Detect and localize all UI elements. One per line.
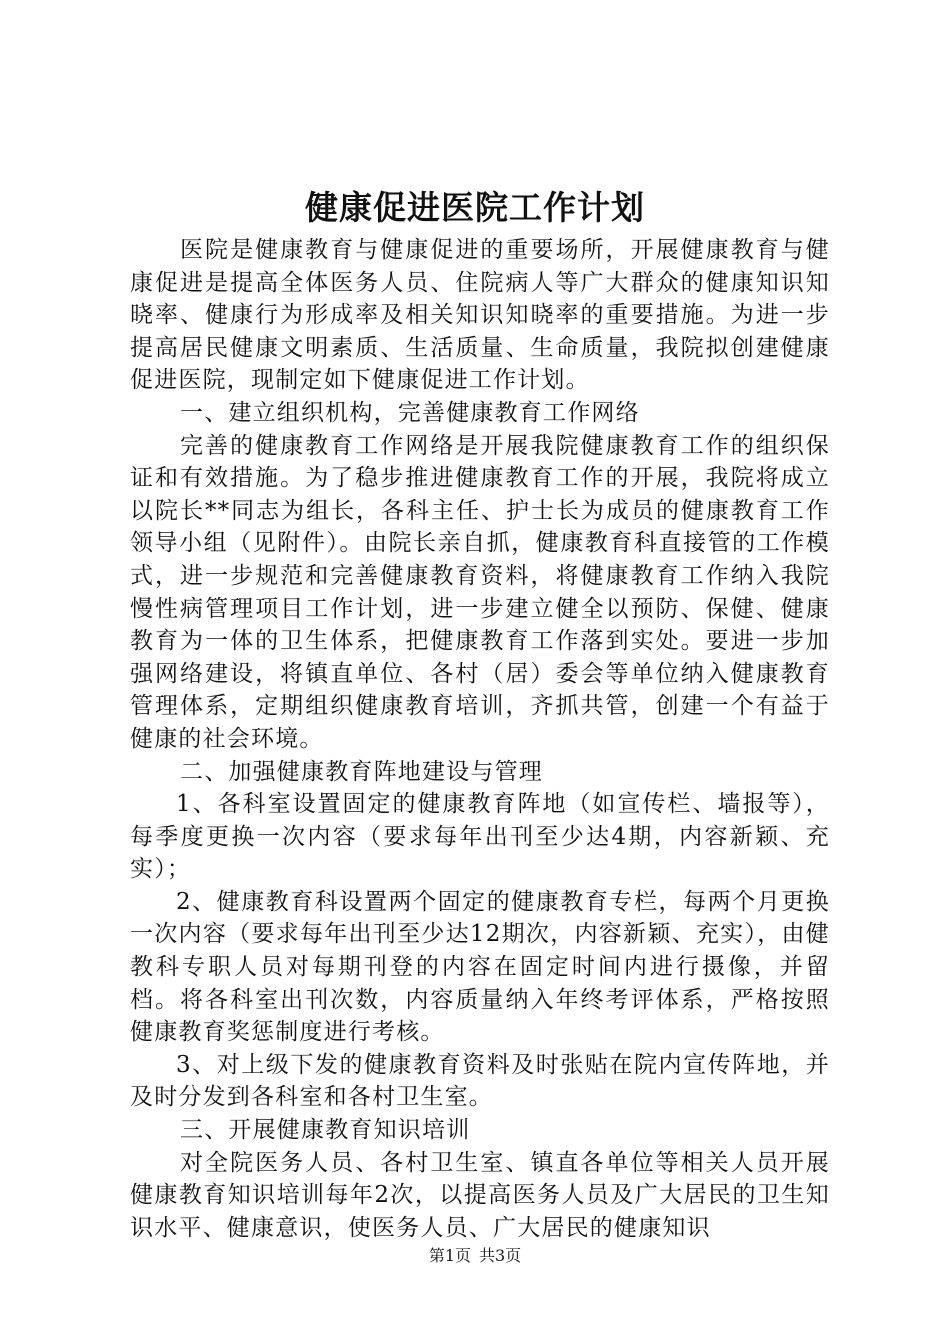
page-total: 共3页 [479, 1246, 522, 1265]
document-body [130, 234, 830, 1244]
page-number: 第1页 [428, 1246, 471, 1265]
page-footer [0, 1245, 950, 1267]
section-3-paragraph: 对全院医务人员、各村卫生室、镇直各单位等相关人员开展健康教育知识培训每年2次，以提高医务人员及广大居民的卫生知识水平、健康意识，使医务人员、广大居民的健康知识 [130, 1149, 830, 1241]
document-title: 健康促进医院工作计划 [305, 188, 645, 227]
section-1-paragraph: 完善的健康教育工作网络是开展我院健康教育工作的组织保证和有效措施。为了稳步推进健康教育工作的开展，我院将成立以院长**同志为组长，各科主任、护士长为成员的健康教育工作领导小组（见附件）。由院长亲自抓，健康教育科直接管的工作模式，进一步规范和完善健康教育资料，将健康教育工作纳入我院慢性病管理项目工作计划，进一步建立健全以预防、保健、健康教育为一体的卫生体系，把健康教育工作落到实处。要进一步加强网络建设，将镇直单位、各村（居）委会等单位纳入健康教育管理体系，定期组织健康教育培训，齐抓共管，创建一个有益于健康的社会环境。 [130, 432, 830, 752]
section-2-item-3: 3、对上级下发的健康教育资料及时张贴在院内宣传阵地，并及时分发到各科室和各村卫生室。 [130, 1051, 830, 1111]
section-heading-2: 二、加强健康教育阵地建设与管理 [180, 758, 543, 785]
intro-paragraph: 医院是健康教育与健康促进的重要场所，开展健康教育与健康促进是提高全体医务人员、住院病人等广大群众的健康知识知晓率、健康行为形成率及相关知识知晓率的重要措施。为进一步提高居民健康文明素质、生活质量、生命质量，我院拟创建健康促进医院，现制定如下健康促进工作计划。 [130, 237, 830, 394]
section-heading-3: 三、开展健康教育知识培训 [180, 1117, 471, 1144]
section-heading-1: 一、建立组织机构，完善健康教育工作网络 [180, 399, 640, 426]
section-2-item-2: 2、健康教育科设置两个固定的健康教育专栏，每两个月更换一次内容（要求每年出刊至少达12期次，内容新颖、充实），由健教科专职人员对每期刊登的内容在固定时间内进行摄像，并留档。将各科室出刊次数，内容质量纳入年终考评体系，严格按照健康教育奖惩制度进行考核。 [130, 888, 830, 1046]
section-2-item-1: 1、各科室设置固定的健康教育阵地（如宣传栏、墙报等），每季度更换一次内容（要求每年出刊至少达4期，内容新颖、充实）； [130, 791, 830, 883]
